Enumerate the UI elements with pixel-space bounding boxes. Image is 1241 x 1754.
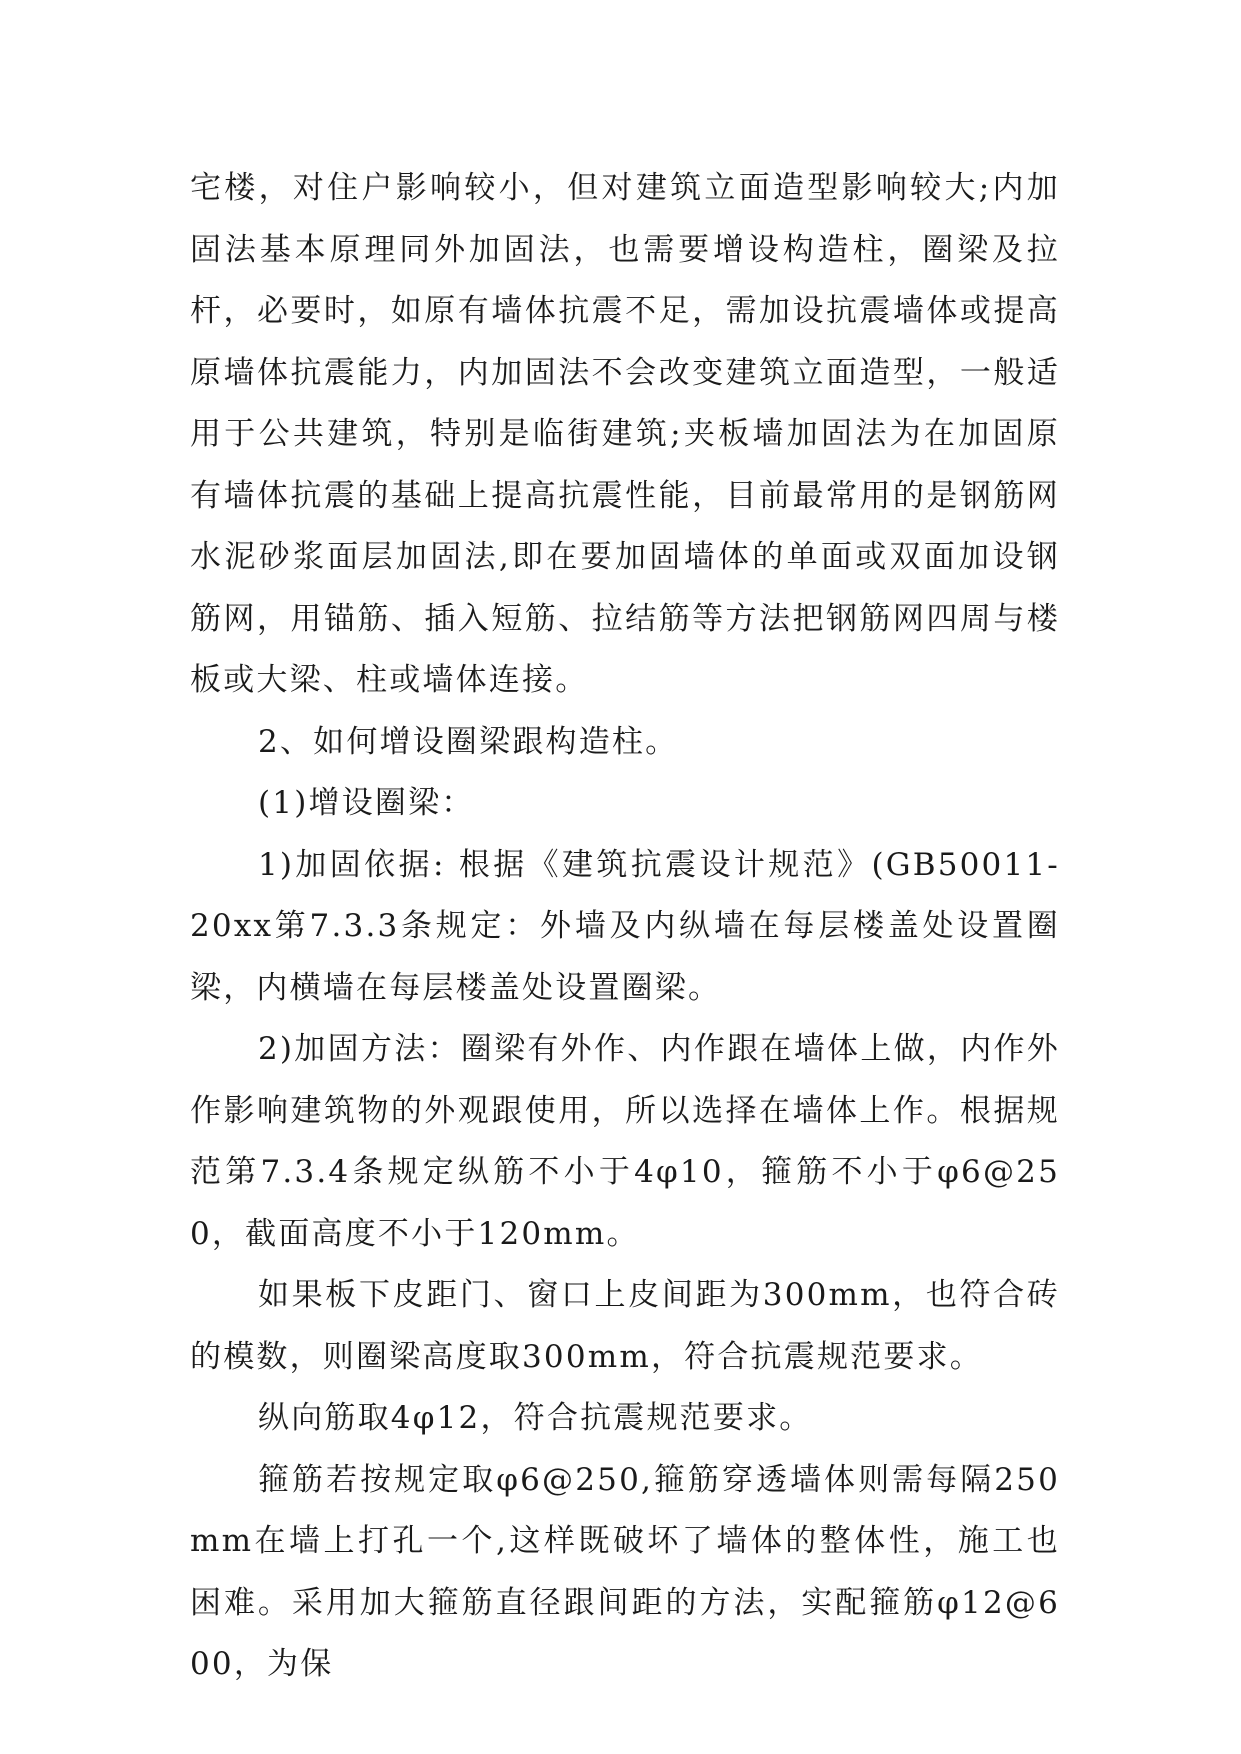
paragraph-reinforcement-method: 2)加固方法：圈梁有外作、内作跟在墙体上做，内作外作影响建筑物的外观跟使用，所以选择在墙体上作。根据规范第7.3.4条规定纵筋不小于4φ10，箍筋不小于φ6@250，截面高度不小于120mm。 xyxy=(190,1031,1060,1252)
paragraph-subheading-ring-beam: (1)增设圈梁： xyxy=(258,785,475,821)
document-body xyxy=(190,158,1060,1696)
paragraph-beam-height: 如果板下皮距门、窗口上皮间距为300mm，也符合砖的模数，则圈梁高度取300mm，符合抗震规范要求。 xyxy=(190,1277,1060,1375)
paragraph-reinforcement-methods: 宅楼，对住户影响较小，但对建筑立面造型影响较大;内加固法基本原理同外加固法，也需要增设构造柱，圈梁及拉杆，必要时，如原有墙体抗震不足，需加设抗震墙体或提高原墙体抗震能力，内加固法不会改变建筑立面造型，一般适用于公共建筑，特别是临街建筑;夹板墙加固法为在加固原有墙体抗震的基础上提高抗震性能，目前最常用的是钢筋网水泥砂浆面层加固法,即在要加固墙体的单面或双面加设钢筋网，用锚筋、插入短筋、拉结筋等方法把钢筋网四周与楼板或大梁、柱或墙体连接。 xyxy=(190,170,1060,698)
paragraph-section-heading-2: 2、如何增设圈梁跟构造柱。 xyxy=(258,723,679,760)
paragraph-stirrups: 箍筋若按规定取φ6@250,箍筋穿透墙体则需每隔250mm在墙上打孔一个,这样既破坏了墙体的整体性，施工也困难。采用加大箍筋直径跟间距的方法，实配箍筋φ12@600，为保 xyxy=(190,1461,1060,1682)
paragraph-reinforcement-basis: 1)加固依据: 根据《建筑抗震设计规范》(GB50011-20xx第7.3.3条规定：外墙及内纵墙在每层楼盖处设置圈梁，内横墙在每层楼盖处设置圈梁。 xyxy=(190,846,1060,1006)
paragraph-longitudinal-rebar: 纵向筋取4φ12，符合抗震规范要求。 xyxy=(258,1400,813,1436)
